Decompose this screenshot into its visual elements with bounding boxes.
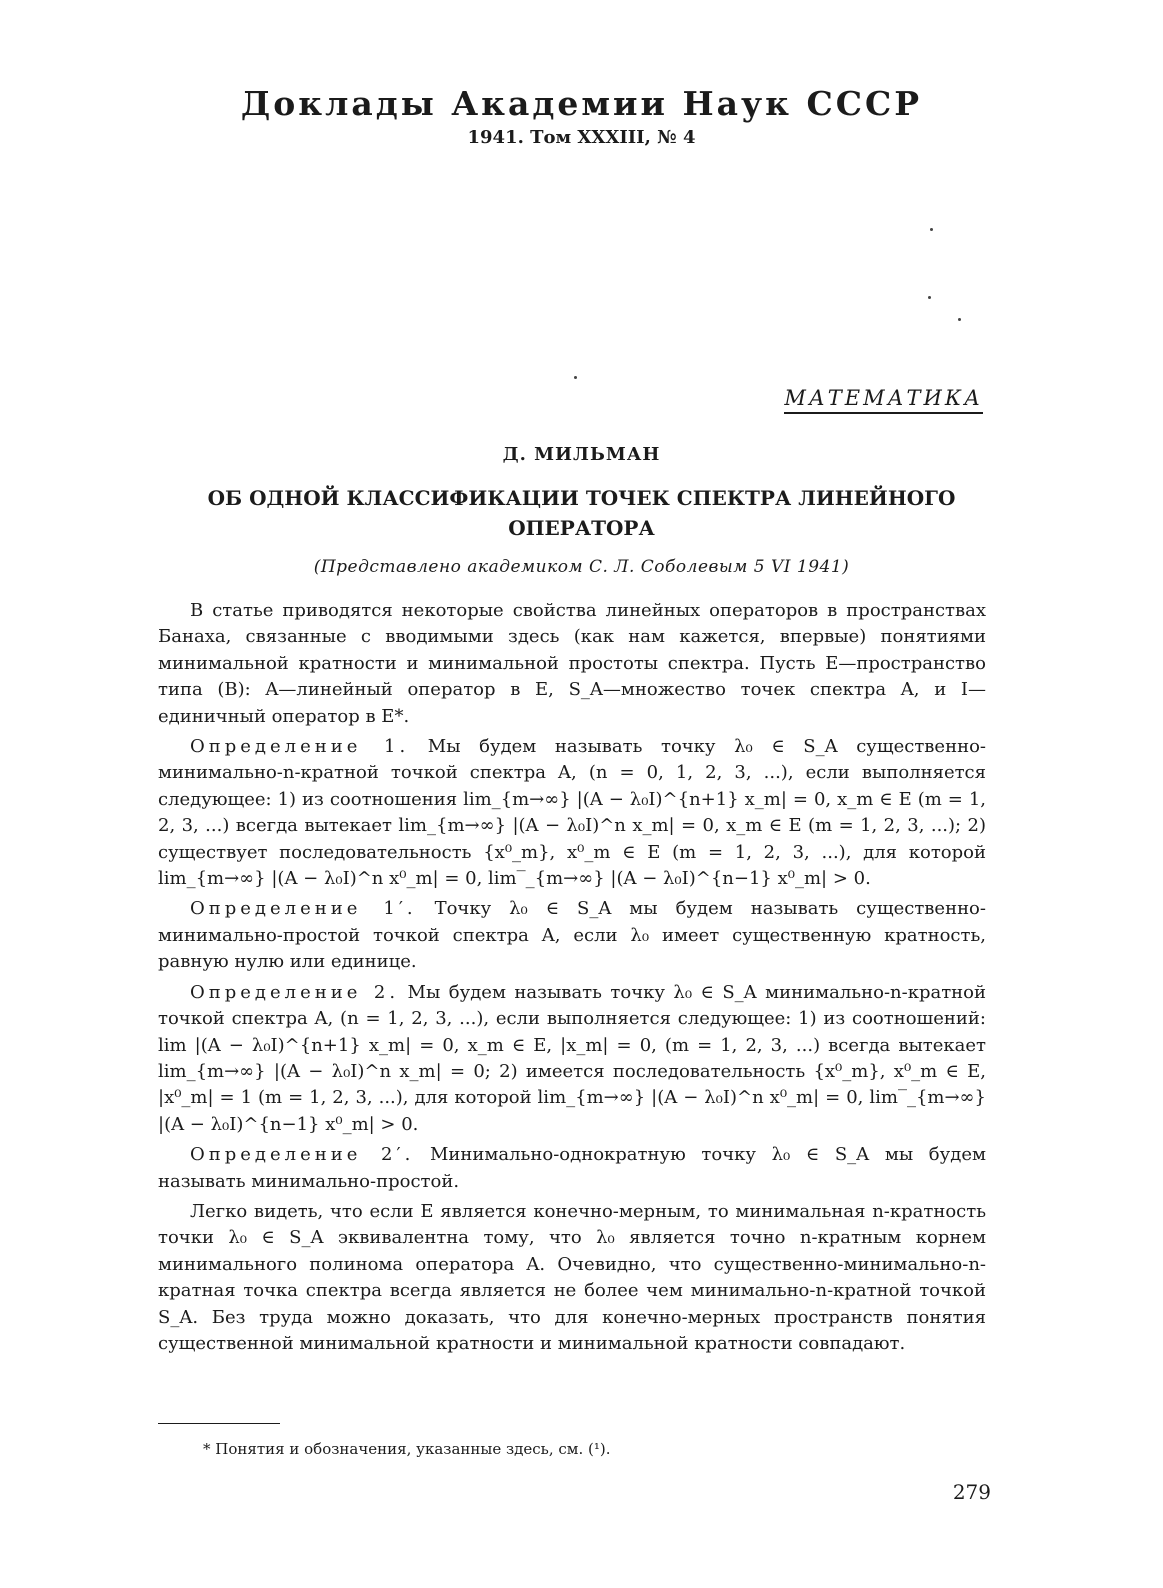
definition-label: Определение 1′. <box>190 898 417 920</box>
paragraph-definition-2-prime <box>158 1142 986 1195</box>
definition-text: Мы будем называть точку λ₀ ∈ S_A минимально-n-кратной точкой спектра A, (n = 1, 2, 3, ...), если выполняется следующее: 1) из соотношений: lim |(A − λ₀I)^{n+1} x_m| = 0, x_m ∈ E, |x_m| = 0, (m = 1, 2, 3, ...) всегда вытекает lim_{m→∞} |(A − λ₀I)^n x_m| = 0; 2) имеется последовательность {x⁰_m}, x⁰_m ∈ E, |x⁰_m| = 1 (m = 1, 2, 3, ...), для которой lim_{m→∞} |(A − λ₀I)^n x⁰_m| = 0, lim‾_{m→∞} |(A − λ₀I)^{n−1} x⁰_m| > 0. <box>158 981 986 1135</box>
definition-text: Мы будем называть точку λ₀ ∈ S_A существенно-минимально-n-кратной точкой спектра A, (n = 0, 1, 2, 3, ...), если выполняется следующее: 1) из соотношения lim_{m→∞} |(A − λ₀I)^{n+1} x_m| = 0, x_m ∈ E (m = 1, 2, 3, ...) всегда вытекает lim_{m→∞} |(A − λ₀I)^n x_m| = 0, x_m ∈ E (m = 1, 2, 3, ...); 2) существует последовательность {x⁰_m}, x⁰_m ∈ E (m = 1, 2, 3, ...), для которой lim_{m→∞} |(A − λ₀I)^n x⁰_m| = 0, lim‾_{m→∞} |(A − λ₀I)^{n−1} x⁰_m| > 0. <box>158 736 986 890</box>
scan-speck <box>930 228 933 231</box>
article-title: ОБ ОДНОЙ КЛАССИФИКАЦИИ ТОЧЕК СПЕКТРА ЛИНЕЙНОГО ОПЕРАТОРА <box>207 486 956 540</box>
section-heading: МАТЕМАТИКА <box>784 386 983 414</box>
paragraph-remark: Легко видеть, что если E является конечно-мерным, то минимальная n-кратность точки λ₀ ∈ S_A эквивалентна тому, что λ₀ является точно n-кратным корнем минимального полинома оператора A. Очевидно, что существенно-минимально-n-кратная точка спектра всегда является не более чем минимально-n-кратной точкой S_A. Без труда можно доказать, что для конечно-мерных пространств понятия существенной минимальной кратности и минимальной кратности совпадают. <box>158 1200 986 1354</box>
definition-label: Определение 2. <box>190 981 400 1003</box>
definition-label: Определение 1. <box>190 736 410 758</box>
scan-speck <box>928 296 931 299</box>
scan-speck <box>574 376 577 379</box>
paragraph-definition-1-prime <box>158 896 986 975</box>
journal-issue: 1941. Том XXXIII, № 4 <box>467 127 696 148</box>
paragraph-definition-2 <box>158 980 986 1138</box>
footnote-divider <box>158 1423 280 1424</box>
author: Д. МИЛЬМАН <box>502 444 661 465</box>
journal-title: Доклады Академии Наук СССР <box>240 84 923 123</box>
page-number: 279 <box>952 1480 991 1504</box>
footnote: * Понятия и обозначения, указанные здесь, см. (¹). <box>203 1440 611 1458</box>
scan-speck <box>958 318 961 321</box>
paragraph-definition-1 <box>158 734 986 892</box>
article-body <box>158 598 986 1357</box>
definition-text: Точку λ₀ ∈ S_A мы будем называть существенно-минимально-простой точкой спектра A, если λ₀ имеет существенную кратность, равную нулю или единице. <box>158 898 986 973</box>
definition-label: Определение 2′. <box>190 1144 415 1166</box>
presented-by: (Представлено академиком С. Л. Соболевым 5 VI 1941) <box>313 557 850 577</box>
paragraph-intro: В статье приводятся некоторые свойства линейных операторов в пространствах Банаха, связанные с вводимыми здесь (как нам кажется, впервые) понятиями минимальной кратности и минимальной простоты спектра. Пусть E—пространство типа (B): A—линейный оператор в E, S_A—множество точек спектра A, и I—единичный оператор в E*. <box>158 600 986 727</box>
definition-text: Минимально-однократную точку λ₀ ∈ S_A мы будем называть минимально-простой. <box>158 1144 986 1192</box>
